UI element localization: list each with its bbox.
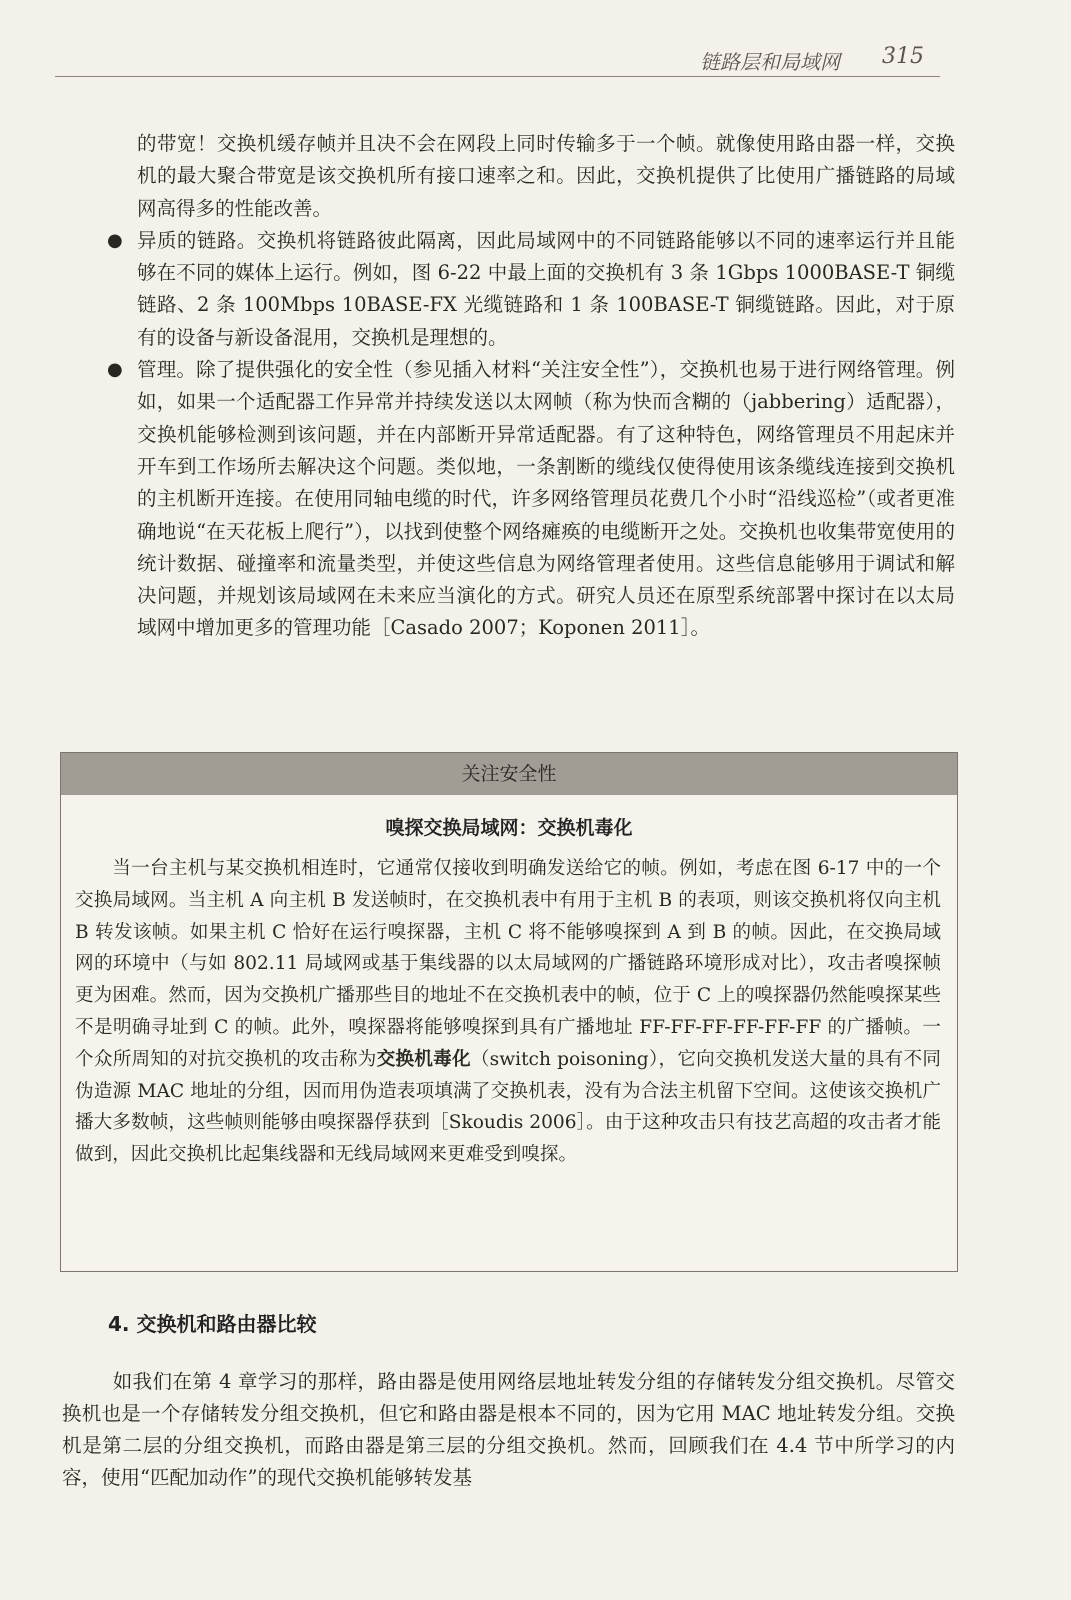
bullet-management [107, 354, 955, 645]
chapter-title: 链路层和局域网 [700, 50, 840, 74]
sidebar-text-after: （switch poisoning），它向交换机发送大量的具有不同伪造源 MAC 地址的分组，因而用伪造表项填满了交换机表，没有为合法主机留下空间。这使该交换机广播大多数帧，这些帧则能够由嗅探器俘获到［Skoudis 2006］。由于这种攻击只有技艺高超的攻击者才能做到，因此交换机比起集线器和无线局域网来更难受到嗅探。 [75, 1048, 941, 1166]
bullet-icon: ● [107, 359, 123, 381]
continuation-paragraph: 的带宽！交换机缓存帧并且决不会在网段上同时传输多于一个帧。就像使用路由器一样，交换机的最大聚合带宽是该交换机所有接口速率之和。因此，交换机提供了比使用广播链路的局域网高得多的性能改善。 [137, 132, 955, 220]
page-number: 315 [882, 44, 924, 69]
main-body [107, 128, 955, 645]
section-paragraph: 如我们在第 4 章学习的那样，路由器是使用网络层地址转发分组的存储转发分组交换机。尽管交换机也是一个存储转发分组交换机，但它和路由器是根本不同的，因为它用 MAC 地址转发分组。交换机是第二层的分组交换机，而路由器是第三层的分组交换机。然而，回顾我们在 4.4 节中所学习的内容，使用“匹配加动作”的现代交换机能够转发基 [62, 1369, 955, 1489]
security-sidebar-box [60, 752, 958, 1272]
sidebar-text-before: 当一台主机与某交换机相连时，它通常仅接收到明确发送给它的帧。例如，考虑在图 6-17 中的一个交换局域网。当主机 A 向主机 B 发送帧时，在交换机表中有用于主机 B 的表项，则该交换机将仅向主机 B 转发该帧。如果主机 C 恰好在运行嗅探器，主机 C 将不能够嗅探到 A 到 B 的帧。因此，在交换局域网的环境中（与如 802.11 局域网或基于集线器的以太局域网的广播链路环境形成对比），攻击者嗅探帧更为困难。然而，因为交换机广播那些目的地址不在交换机表中的帧，位于 C 上的嗅探器仍然能嗅探某些不是明确寻址到 C 的帧。此外，嗅探器将能够嗅探到具有广播地址 FF-FF-FF-FF-FF-FF 的广播帧。一个众所周知的对抗交换机的攻击称为 [75, 858, 941, 1070]
bullet-heterogeneous-links [107, 225, 955, 354]
bullet-text: 异质的链路。交换机将链路彼此隔离，因此局域网中的不同链路能够以不同的速率运行并且能够在不同的媒体上运行。例如，图 6-22 中最上面的交换机有 3 条 1Gbps 1000BASE-T 铜缆链路、2 条 100Mbps 10BASE-FX 光缆链路和 1 条 100BASE-T 铜缆链路。因此，对于原有的设备与新设备混用，交换机是理想的。 [137, 228, 955, 349]
running-header [55, 40, 940, 77]
sidebar-paragraph [75, 853, 941, 1171]
bullet-text: 管理。除了提供强化的安全性（参见插入材料“关注安全性”），交换机也易于进行网络管理。例如，如果一个适配器工作异常并持续发送以太网帧（称为快而含糊的（jabbering）适配器），交换机能够检测到该问题，并在内部断开异常适配器。有了这种特色，网络管理员不用起床并开车到工作场所去解决这个问题。类似地，一条割断的缆线仅使得使用该条缆线连接到交换机的主机断开连接。在使用同轴电缆的时代，许多网络管理员花费几个小时“沿线巡检”（或者更准确地说“在天花板上爬行”），以找到使整个网络瘫痪的电缆断开之处。交换机也收集带宽使用的统计数据、碰撞率和流量类型，并使这些信息为网络管理者使用。这些信息能够用于调试和解决问题，并规划该局域网在未来应当演化的方式。研究人员还在原型系统部署中探讨在以太局域网中增加更多的管理功能［Casado 2007；Koponen 2011］。 [137, 358, 955, 640]
bullet-icon: ● [107, 229, 123, 251]
section-heading: 4. 交换机和路由器比较 [108, 1312, 317, 1336]
sidebar-subtitle: 嗅探交换局域网：交换机毒化 [385, 817, 633, 839]
sidebar-heading: 关注安全性 [61, 753, 957, 795]
sidebar-bold-term: 交换机毒化 [376, 1048, 471, 1070]
